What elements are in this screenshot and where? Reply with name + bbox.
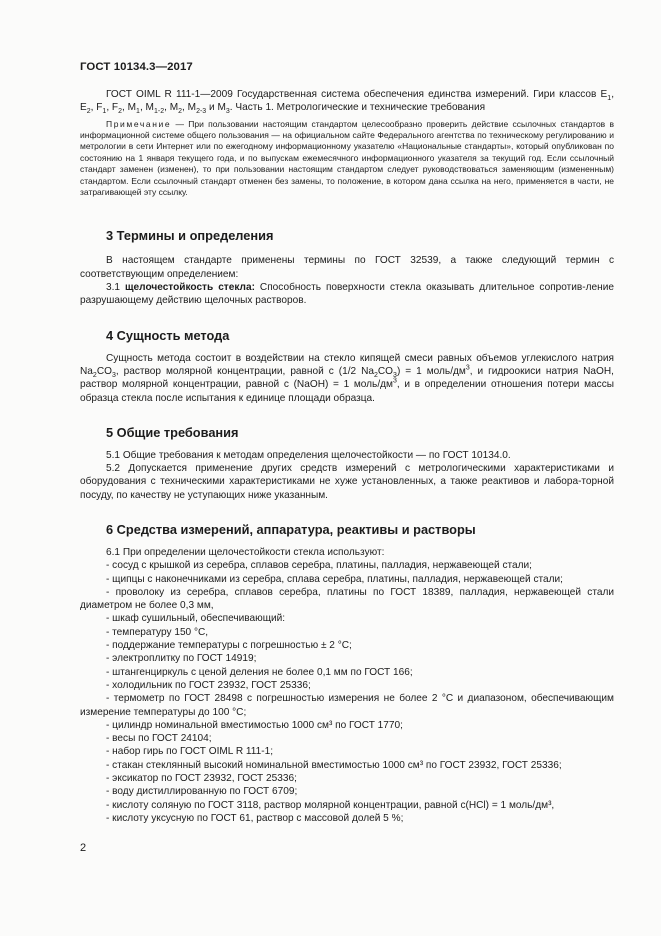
note-label: Примечание <box>106 118 172 129</box>
list-item: - термометр по ГОСТ 28498 с погрешностью измерения не более 2 °С и диапазоном, обеспечивающим измерение температуры до 100 °С; <box>80 693 614 718</box>
section-3-title: 3 Термины и определения <box>106 228 274 244</box>
section-4-title: 4 Сущность метода <box>106 327 230 343</box>
list-item: - воду дистиллированную по ГОСТ 6709; <box>106 786 298 798</box>
reference-note <box>80 119 614 199</box>
list-item: - температуру 150 °С, <box>106 626 209 638</box>
list-item: - холодильник по ГОСТ 23932, ГОСТ 25336; <box>106 679 311 691</box>
list-item: - шкаф сушильный, обеспечивающий: <box>106 613 286 625</box>
list-item: - кислоту уксусную по ГОСТ 61, раствор с массовой долей 5 %; <box>106 812 404 824</box>
term-3-1: 3.1 щелочестойкость стекла: Способность поверхности стекла оказывать длительное сопротив-ление разрушающему действию щелочных растворов. <box>80 282 614 307</box>
list-item: - весы по ГОСТ 24104; <box>106 733 212 745</box>
section-5-title: 5 Общие требования <box>106 424 239 440</box>
list-item: - эксикатор по ГОСТ 23932, ГОСТ 25336; <box>106 773 297 785</box>
list-item: - набор гирь по ГОСТ OIML R 111-1; <box>106 746 274 758</box>
list-item: - кислоту соляную по ГОСТ 3118, раствор молярной концентрации, равной c(HCl) = 1 моль/дм³, <box>106 799 555 811</box>
section-6-intro: 6.1 При определении щелочестойкости стекла используют: <box>106 547 385 558</box>
list-item: - щипцы с наконечниками из серебра, сплава серебра, платины, палладия, нержавеющей стали; <box>106 573 563 585</box>
list-item: - цилиндр номинальной вместимостью 1000 см³ по ГОСТ 1770; <box>106 719 403 731</box>
list-item: - проволоку из серебра, сплавов серебра, платины по ГОСТ 18389, палладия, нержавеющей стали диаметром не более 0,3 мм, <box>80 586 614 612</box>
page-content <box>80 88 614 825</box>
page-number: 2 <box>80 842 87 854</box>
section-6-title: 6 Средства измерений, аппаратура, реактивы и растворы <box>106 522 476 537</box>
section-5-p1: 5.1 Общие требования к методам определения щелочестойкости — по ГОСТ 10134.0. <box>106 449 511 461</box>
list-item: - штангенциркуль с ценой деления не более 0,1 мм по ГОСТ 166; <box>106 666 413 678</box>
section-3-intro: В настоящем стандарте применены термины по ГОСТ 32539, а также следующий термин с соответствующим определением: <box>80 255 614 280</box>
reference-oiml: ГОСТ OIML R 111-1—2009 Государственная система обеспечения единства измерений. Гири классов $E_1$, $E_2$, $F_1$, $F_2$, $M_1$, $M_{1-2}$, $M_2$, $M_{2-3}$ и $M_3$. Часть 1. Метрологические и технические требования <box>80 89 614 116</box>
section-4-text: Сущность метода состоит в воздействии на стекло кипящей смеси равных объемов углекислого натрия $Na_2CO_3$, раствор молярной концентрации, равной c (1/2 $Na_2CO_3) = 1$ моль/$дм^3$, и гидроокиси натрия NaOH, раствор молярной концентрации, равной c (NaOH) = 1 моль/$дм^3$, и в определении отношения потери массы образца стекла после испытания к единице площади образца. <box>80 352 615 404</box>
list-item: - электроплитку по ГОСТ 14919; <box>106 653 257 665</box>
list-item: - поддержание температуры с погрешностью ± 2 °С; <box>106 640 352 652</box>
doc-header-code: ГОСТ 10134.3—2017 <box>80 61 193 73</box>
list-item: - стакан стеклянный высокий номинальной вместимостью 1000 см³ по ГОСТ 23932, ГОСТ 25336; <box>106 759 562 771</box>
note-text: — При пользовании настоящим стандартом целесообразно проверить действие ссылочных стандартов в информационной системе общего пользования — на официальном сайте Федерального агентства по техническому регулированию и метрологии в сети Интернет или по ежегодному информационному указателю «Национальные стандарты», который опубликован по состоянию на 1 января текущего года, и по выпускам ежемесячного информационного указателя за текущий год. Если ссылочный стандарт заменен (изменен), то при пользовании настоящим стандартом следует руководствоваться заменяющим (измененным) стандартом. Если ссылочный стандарт отменен без замены, то положение, в котором дана ссылка на него, применяется в части, не затрагивающей эту ссылку. <box>80 118 614 198</box>
list-item: - сосуд с крышкой из серебра, сплавов серебра, платины, палладия, нержавеющей стали; <box>106 560 532 572</box>
section-5-p2: 5.2 Допускается применение других средств измерений с метрологическими характеристиками и оборудования с техническими характеристиками не хуже установленных, а также реактивов и лабора-торной посуду, по качеству не уступающих ниже указанным. <box>80 463 614 501</box>
